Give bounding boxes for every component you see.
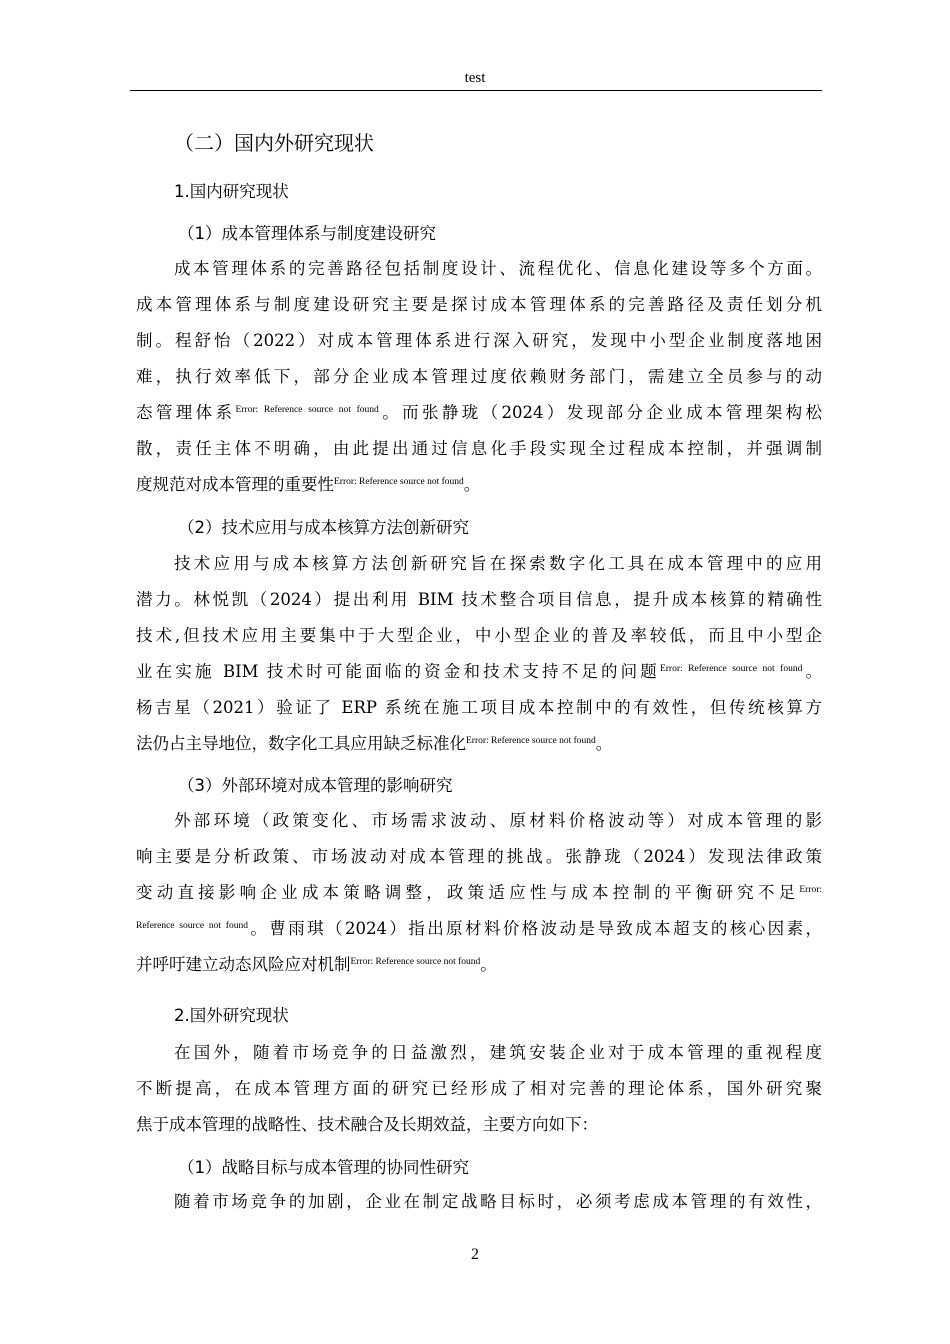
paragraph-line: 成本管理体系与制度建设研究主要是探讨成本管理体系的完善路径及责任划分机 — [136, 295, 822, 314]
paragraph-line: 制。程舒怡（2022）对成本管理体系进行深入研究，发现中小型企业制度落地困 — [136, 331, 822, 350]
paragraph-line: 在国外，随着市场竞争的日益激烈，建筑安装企业对于成本管理的重视程度 — [174, 1043, 822, 1062]
text-span: 。 — [802, 662, 823, 681]
section-heading: （二）国内外研究现状 — [174, 131, 374, 155]
text-span: 度规范对成本管理的重要性 — [136, 475, 334, 494]
citation-ref[interactable]: Error: Reference source not found — [350, 957, 481, 967]
text-span: 。 — [463, 475, 481, 494]
paragraph-line — [136, 403, 822, 423]
domestic-heading: 1.国内研究现状 — [174, 182, 289, 201]
text-span: 。曹雨琪（2024）指出原材料价格波动是导致成本超支的核心因素， — [247, 919, 822, 938]
text-span: 业在实施 BIM 技术时可能面临的资金和技术支持不足的问题 — [136, 662, 660, 681]
paragraph-line: 不断提高，在成本管理方面的研究已经形成了相对完善的理论体系，国外研究聚 — [136, 1079, 822, 1098]
domestic-sub1-heading: （1）成本管理体系与制度建设研究 — [178, 224, 436, 243]
text-span: 变动直接影响企业成本策略调整，政策适应性与成本控制的平衡研究不足 — [136, 883, 800, 902]
text-span: 。而张静珑（2024）发现部分企业成本管理架构松 — [378, 403, 822, 422]
citation-ref[interactable]: Error: Reference source not found — [235, 405, 379, 415]
paragraph-line — [136, 919, 822, 939]
citation-ref[interactable]: Error: Reference source not found — [466, 736, 596, 746]
page-number: 2 — [471, 1246, 479, 1263]
citation-ref[interactable]: Reference source not found — [136, 921, 248, 931]
paragraph-line: 成本管理体系的完善路径包括制度设计、流程优化、信息化建设等多个方面。 — [174, 259, 822, 278]
paragraph-line: 难，执行效率低下，部分企业成本管理过度依赖财务部门，需建立全员参与的动 — [136, 367, 822, 386]
citation-ref[interactable]: Error: Reference source not found — [334, 477, 464, 487]
foreign-sub1-heading: （1）战略目标与成本管理的协同性研究 — [178, 1158, 469, 1177]
text-span: 并呼吁建立动态风险应对机制 — [136, 955, 351, 974]
text-span: 。 — [595, 734, 613, 753]
paragraph-line: 潜力。林悦凯（2024）提出利用 BIM 技术整合项目信息，提升成本核算的精确性 — [136, 590, 822, 609]
paragraph-line — [136, 955, 822, 975]
text-span: 态管理体系 — [136, 403, 236, 422]
paragraph-line — [136, 475, 822, 495]
citation-ref[interactable]: Error: — [799, 885, 822, 895]
paragraph-line — [136, 662, 822, 682]
paragraph-line: 散，责任主体不明确，由此提出通过信息化手段实现全过程成本控制，并强调制 — [136, 439, 822, 458]
page-header: test — [464, 70, 486, 86]
text-span: 。 — [480, 955, 497, 974]
domestic-sub3-heading: （3）外部环境对成本管理的影响研究 — [178, 776, 453, 795]
domestic-sub2-heading: （2）技术应用与成本核算方法创新研究 — [178, 518, 469, 537]
paragraph-line — [136, 734, 822, 754]
paragraph-line: 外部环境（政策变化、市场需求波动、原材料价格波动等）对成本管理的影 — [174, 811, 822, 830]
paragraph-line: 焦于成本管理的战略性、技术融合及长期效益，主要方向如下： — [136, 1115, 598, 1134]
paragraph-line — [136, 883, 822, 903]
citation-ref[interactable]: Error: Reference source not found — [659, 664, 803, 674]
paragraph-line: 技术应用与成本核算方法创新研究旨在探索数字化工具在成本管理中的应用 — [174, 554, 822, 573]
paragraph-line: 杨吉星（2021）验证了 ERP 系统在施工项目成本控制中的有效性，但传统核算方 — [136, 698, 822, 717]
paragraph-line: 响主要是分析政策、市场波动对成本管理的挑战。张静珑（2024）发现法律政策 — [136, 847, 822, 866]
foreign-heading: 2.国外研究现状 — [174, 1006, 289, 1025]
paragraph-line: 技术,但技术应用主要集中于大型企业，中小型企业的普及率较低，而且中小型企 — [136, 626, 822, 645]
header-rule — [130, 90, 822, 91]
paragraph-line: 随着市场竞争的加剧，企业在制定战略目标时，必须考虑成本管理的有效性， — [174, 1192, 822, 1211]
text-span: 法仍占主导地位，数字化工具应用缺乏标准化 — [136, 734, 466, 753]
